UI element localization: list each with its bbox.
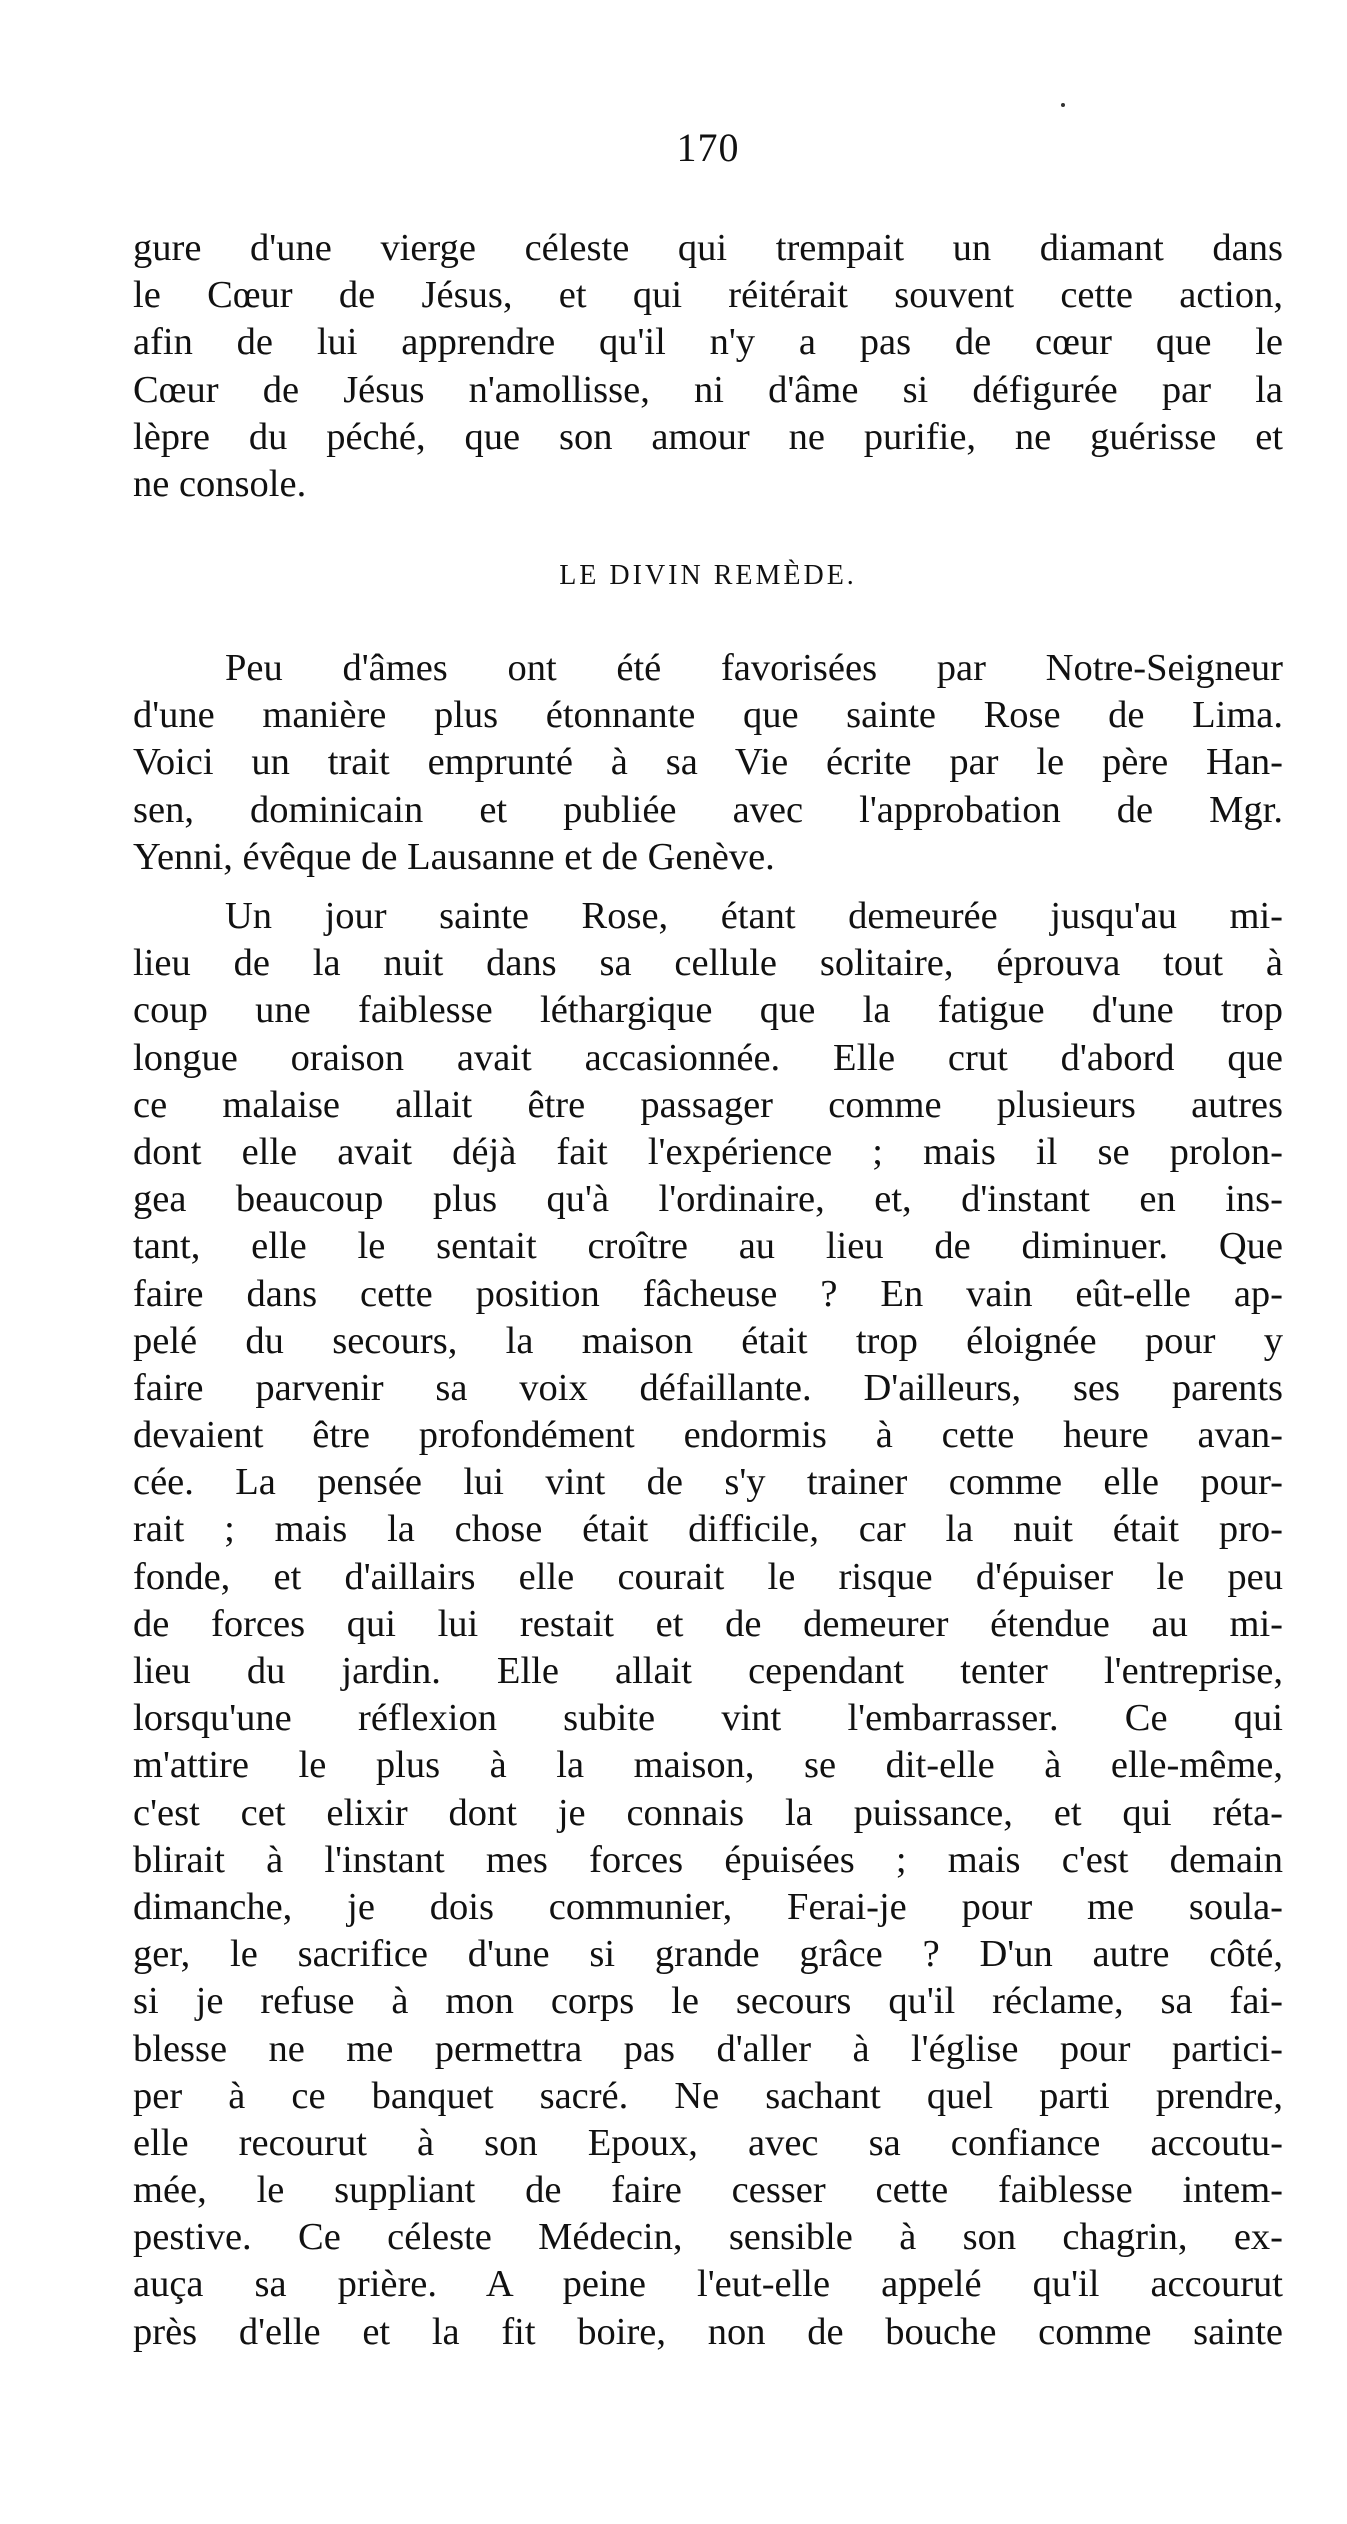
text-line: c'est cet elixir dont je connais la puissance, et qui réta-: [133, 1791, 1283, 1834]
text-line: Un jour sainte Rose, étant demeurée jusqu'au mi-: [225, 895, 1283, 937]
paragraph-story: [133, 893, 1283, 2356]
text-line: lieu de la nuit dans sa cellule solitaire, éprouva tout à: [133, 942, 1283, 985]
text-line: cée. La pensée lui vint de s'y trainer comme elle pour-: [133, 1461, 1283, 1504]
text-line: lèpre du péché, que son amour ne purifie, ne guérisse et: [133, 415, 1283, 458]
section-title: LE DIVIN REMÈDE.: [559, 560, 857, 591]
text-line: faire parvenir sa voix défaillante. D'ailleurs, ses parents: [133, 1366, 1283, 1409]
text-line: dont elle avait déjà fait l'expérience ; mais il se prolon-: [133, 1130, 1283, 1173]
text-line: elle recourut à son Epoux, avec sa confiance accoutu-: [133, 2121, 1283, 2164]
print-speck: [1061, 103, 1065, 107]
text-line: lorsqu'une réflexion subite vint l'embarrasser. Ce qui: [133, 1697, 1283, 1740]
text-line: mée, le suppliant de faire cesser cette faiblesse intem-: [133, 2169, 1283, 2212]
text-line: ger, le sacrifice d'une si grande grâce ? D'un autre côté,: [133, 1933, 1283, 1976]
text-line: blirait à l'instant mes forces épuisées ; mais c'est demain: [133, 1838, 1283, 1881]
text-line: près d'elle et la fit boire, non de bouche comme sainte: [133, 2310, 1283, 2353]
text-line: si je refuse à mon corps le secours qu'il réclame, sa fai-: [133, 1980, 1283, 2023]
text-line: gea beaucoup plus qu'à l'ordinaire, et, d'instant en ins-: [133, 1178, 1283, 1221]
text-line: pelé du secours, la maison était trop éloignée pour y: [133, 1319, 1283, 1362]
paragraph-continuation: [133, 225, 1283, 508]
text-line: per à ce banquet sacré. Ne sachant quel parti prendre,: [133, 2074, 1283, 2117]
text-line: Voici un trait emprunté à sa Vie écrite par le père Han-: [133, 741, 1283, 784]
text-line: gure d'une vierge céleste qui trempait un diamant dans: [133, 227, 1283, 269]
text-line: blesse ne me permettra pas d'aller à l'église pour partici-: [133, 2027, 1283, 2070]
text-line: m'attire le plus à la maison, se dit-elle à elle-même,: [133, 1744, 1283, 1787]
text-line: ne console.: [133, 462, 307, 505]
text-line: d'une manière plus étonnante que sainte Rose de Lima.: [133, 694, 1283, 737]
text-line: faire dans cette position fâcheuse ? En vain eût-elle ap-: [133, 1272, 1283, 1315]
paragraph-intro: [133, 645, 1283, 881]
text-line: rait ; mais la chose était difficile, car la nuit était pro-: [133, 1508, 1283, 1551]
page-number: 170: [676, 125, 740, 170]
text-line: devaient être profondément endormis à cette heure avan-: [133, 1414, 1283, 1457]
text-line: Yenni, évêque de Lausanne et de Genève.: [133, 835, 775, 878]
text-line: tant, elle le sentait croître au lieu de diminuer. Que: [133, 1225, 1283, 1268]
text-line: afin de lui apprendre qu'il n'y a pas de cœur que le: [133, 321, 1283, 364]
text-line: lieu du jardin. Elle allait cependant tenter l'entreprise,: [133, 1650, 1283, 1692]
text-line: sen, dominicain et publiée avec l'approbation de Mgr.: [133, 788, 1283, 831]
text-line: fonde, et d'aillairs elle courait le risque d'épuiser le peu: [133, 1555, 1283, 1598]
text-line: coup une faiblesse léthargique que la fatigue d'une trop: [133, 989, 1283, 1032]
text-line: de forces qui lui restait et de demeurer étendue au mi-: [133, 1602, 1283, 1645]
text-line: dimanche, je dois communier, Ferai-je pour me soula-: [133, 1885, 1283, 1928]
text-line: auça sa prière. A peine l'eut-elle appelé qu'il accourut: [133, 2263, 1283, 2306]
text-line: pestive. Ce céleste Médecin, sensible à son chagrin, ex-: [133, 2216, 1283, 2259]
text-line: Peu d'âmes ont été favorisées par Notre-Seigneur: [225, 647, 1283, 689]
text-line: Cœur de Jésus n'amollisse, ni d'âme si défigurée par la: [133, 368, 1283, 411]
text-line: ce malaise allait être passager comme plusieurs autres: [133, 1083, 1283, 1126]
text-line: le Cœur de Jésus, et qui réitérait souvent cette action,: [133, 274, 1283, 317]
text-line: longue oraison avait accasionnée. Elle crut d'abord que: [133, 1036, 1283, 1079]
